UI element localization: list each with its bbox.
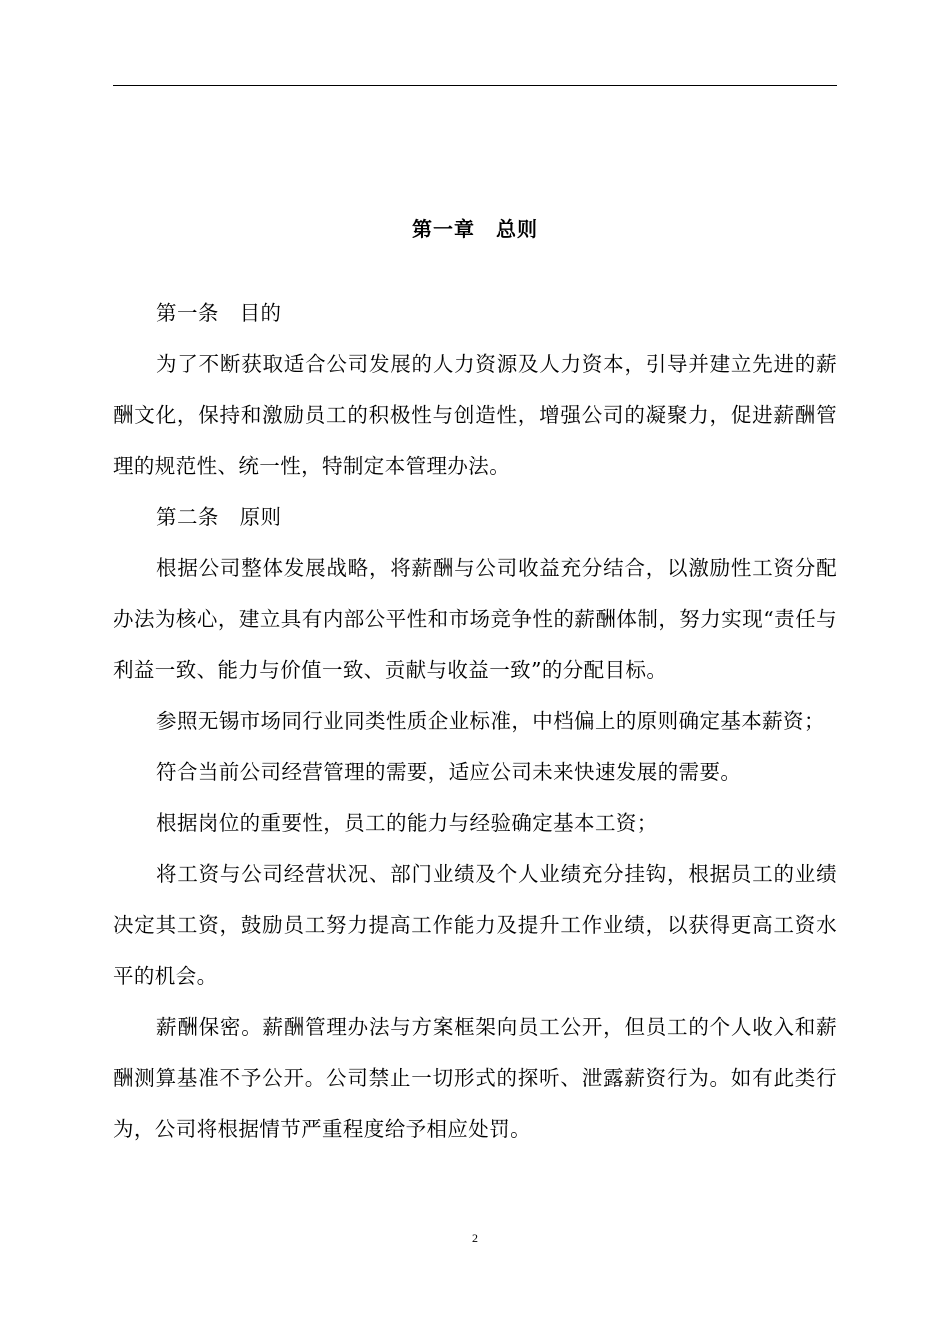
article-1-paragraph: 为了不断获取适合公司发展的人力资源及人力资本，引导并建立先进的薪酬文化，保持和激励员工的积极性与创造性，增强公司的凝聚力，促进薪酬管理的规范性、统一性，特制定本管理办法。 (113, 352, 837, 478)
article-2-paragraph-6: 薪酬保密。薪酬管理办法与方案框架向员工公开，但员工的个人收入和薪酬测算基准不予公开。公司禁止一切形式的探听、泄露薪资行为。如有此类行为，公司将根据情节严重程度给予相应处罚。 (113, 1015, 837, 1141)
article-2-paragraph-1: 根据公司整体发展战略，将薪酬与公司收益充分结合，以激励性工资分配办法为核心，建立具有内部公平性和市场竞争性的薪酬体制，努力实现“责任与利益一致、能力与价值一致、贡献与收益一致”的分配目标。 (113, 556, 837, 682)
article-2-paragraph-4: 根据岗位的重要性，员工的能力与经验确定基本工资； (156, 811, 658, 835)
article-1-heading: 第一条 目的 (156, 301, 282, 325)
document-body (113, 288, 837, 1155)
page-number: 2 (472, 1231, 478, 1245)
chapter-title: 第一章 总则 (412, 217, 538, 241)
article-2-paragraph-3: 符合当前公司经营管理的需要，适应公司未来快速发展的需要。 (156, 760, 742, 784)
article-2-heading: 第二条 原则 (156, 505, 282, 529)
header-rule (113, 85, 837, 86)
article-2-paragraph-2: 参照无锡市场同行业同类性质企业标准，中档偏上的原则确定基本薪资； (156, 709, 825, 733)
article-2-paragraph-5: 将工资与公司经营状况、部门业绩及个人业绩充分挂钩，根据员工的业绩决定其工资，鼓励员工努力提高工作能力及提升工作业绩，以获得更高工资水平的机会。 (113, 862, 837, 988)
